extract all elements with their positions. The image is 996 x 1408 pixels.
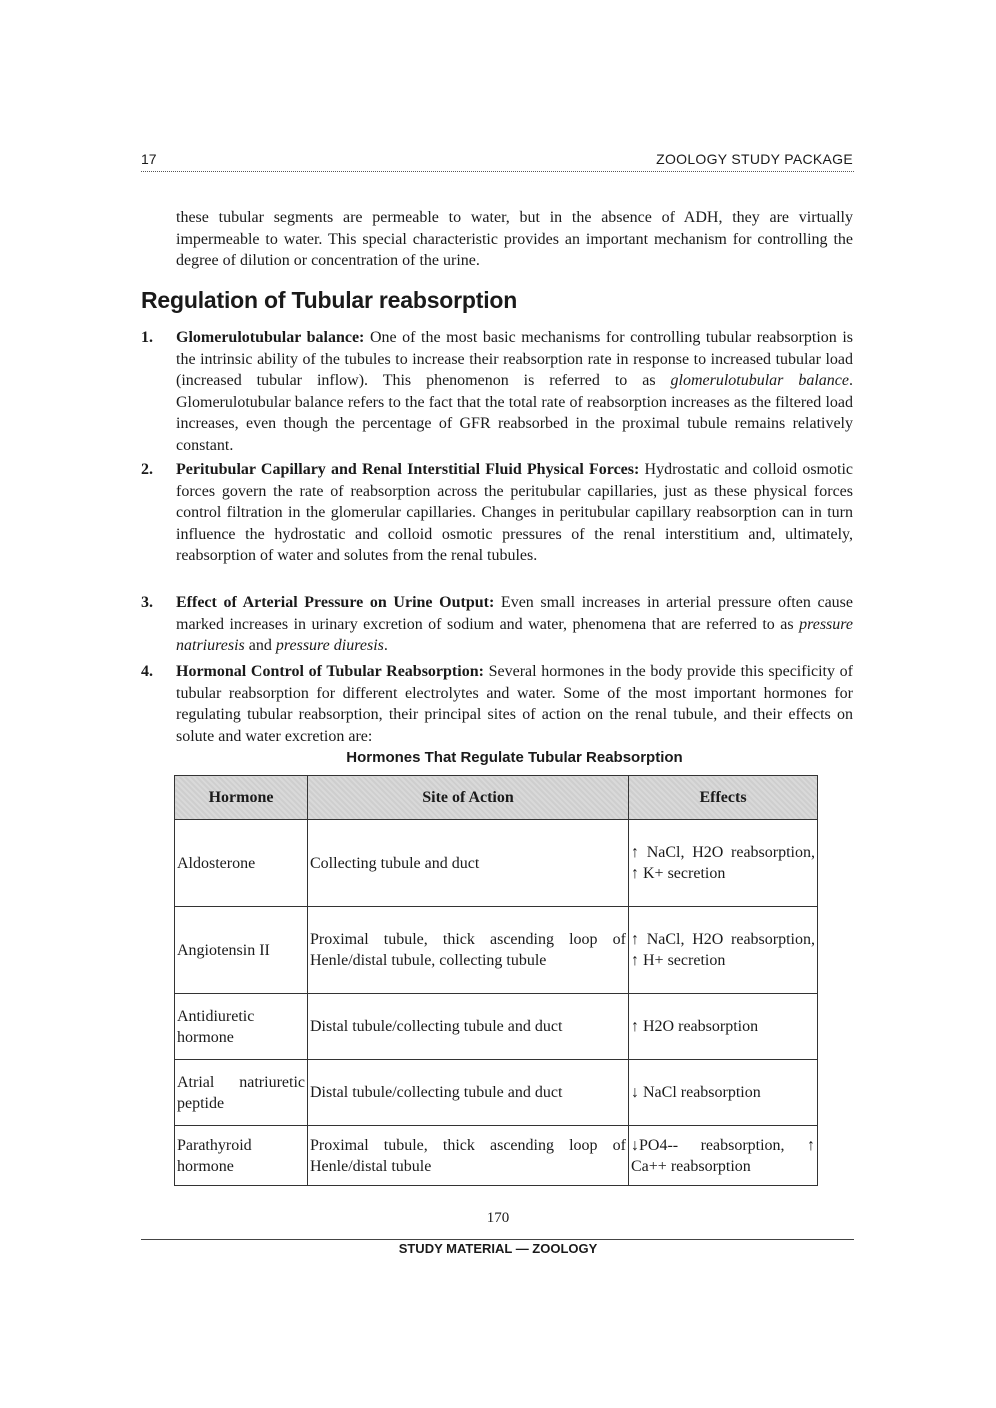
item-number: 4. (141, 663, 153, 680)
cell-hormone: Angiotensin II (175, 907, 308, 994)
cell-hormone: Aldosterone (175, 820, 308, 907)
item-title: Glomerulotubular balance: (176, 329, 365, 346)
cell-effects: ↓PO4-- reabsorption, ↑ Ca++ reabsorption (629, 1126, 818, 1186)
item-title: Peritubular Capillary and Renal Interstitial Fluid Physical Forces: (176, 461, 640, 478)
item-number: 3. (141, 594, 153, 611)
cell-effects: ↑ H2O reabsorption (629, 994, 818, 1060)
hormones-table (174, 775, 818, 1186)
item-body (176, 592, 853, 657)
item-body (176, 327, 853, 456)
cell-effects: ↑ NaCl, H2O reabsorption, ↑ H+ secretion (629, 907, 818, 994)
header-rule (141, 171, 854, 172)
cell-site: Collecting tubule and duct (308, 820, 629, 907)
intro-paragraph: these tubular segments are permeable to water, but in the absence of ADH, they are virtually impermeable to water. This special characteristic provides an important mechanism for controlling the degree of dilution or concentration of the urine. (176, 209, 853, 269)
column-header-hormone: Hormone (175, 776, 308, 820)
cell-site: Distal tubule/collecting tubule and duct (308, 1060, 629, 1126)
item-italic: pressure diuresis (275, 637, 384, 654)
item-text: Several hormones in the body provide this specificity of tubular reabsorption for different electrolytes and water. Some of the most important hormones for regulating tubular reabsorption, their principal sites of action on the renal tubule, and their effects on solute and water excretion are: (176, 663, 853, 745)
item-number: 2. (141, 461, 153, 478)
table-row (175, 1060, 818, 1126)
table-row (175, 907, 818, 994)
cell-hormone: Parathyroid hormone (175, 1126, 308, 1186)
cell-site: Proximal tubule, thick ascending loop of Henle/distal tubule (308, 1126, 629, 1186)
item-title: Hormonal Control of Tubular Reabsorption: (176, 663, 484, 680)
cell-hormone: Antidiuretic hormone (175, 994, 308, 1060)
item-text: Even small increases in arterial pressure often cause marked increases in urinary excretion of sodium and water, phenomena that are referred to as (176, 594, 853, 633)
list-item (141, 661, 853, 747)
item-text: and (244, 637, 276, 654)
list-item (141, 592, 853, 657)
item-body (176, 459, 853, 567)
footer-page-number: 170 (486, 1210, 510, 1226)
column-header-site: Site of Action (308, 776, 629, 820)
item-italic: glomerulotubular balance (670, 372, 849, 389)
cell-effects: ↓ NaCl reabsorption (629, 1060, 818, 1126)
cell-site: Proximal tubule, thick ascending loop of Henle/distal tubule, collecting tubule (308, 907, 629, 994)
header-page-number: 17 (141, 151, 157, 167)
table-row (175, 820, 818, 907)
table-row (175, 1126, 818, 1186)
cell-hormone: Atrial natriuretic peptide (175, 1060, 308, 1126)
header-title: ZOOLOGY STUDY PACKAGE (656, 151, 853, 167)
item-text: . Glomerulotubular balance refers to the fact that the total rate of reabsorption increases as the filtered load increases, even though the percentage of GFR reabsorbed in the proximal tubule remains relatively constant. (176, 372, 853, 454)
column-header-effects: Effects (629, 776, 818, 820)
list-item (141, 459, 853, 567)
item-italic: pressure natriuresis (176, 615, 853, 654)
item-title: Effect of Arterial Pressure on Urine Output: (176, 594, 495, 611)
section-heading: Regulation of Tubular reabsorption (141, 287, 518, 313)
table-row (175, 994, 818, 1060)
cell-effects: ↑ NaCl, H2O reabsorption, ↑ K+ secretion (629, 820, 818, 907)
cell-site: Distal tubule/collecting tubule and duct (308, 994, 629, 1060)
item-text: . (383, 637, 388, 654)
item-number: 1. (141, 329, 153, 346)
item-body (176, 661, 853, 747)
table-header-row (175, 776, 818, 820)
footer-title: STUDY MATERIAL — ZOOLOGY (398, 1241, 598, 1256)
item-text: Hydrostatic and colloid osmotic forces govern the rate of reabsorption across the peritubular capillaries, just as these physical forces control filtration in the glomerular capillaries. Changes in peritubular capillary reabsorption can in turn influence the hydrostatic and colloid osmotic pressures of the renal interstitium and, ultimately, reabsorption of water and solutes from the renal tubules. (176, 461, 853, 564)
table-caption: Hormones That Regulate Tubular Reabsorption (346, 749, 683, 766)
list-item (141, 327, 853, 456)
footer-rule (141, 1239, 854, 1240)
item-text: One of the most basic mechanisms for controlling tubular reabsorption is the intrinsic ability of the tubules to increase their reabsorption rate in response to increased tubular load (increased tubular inflow). This phenomenon is referred to as (176, 329, 854, 389)
